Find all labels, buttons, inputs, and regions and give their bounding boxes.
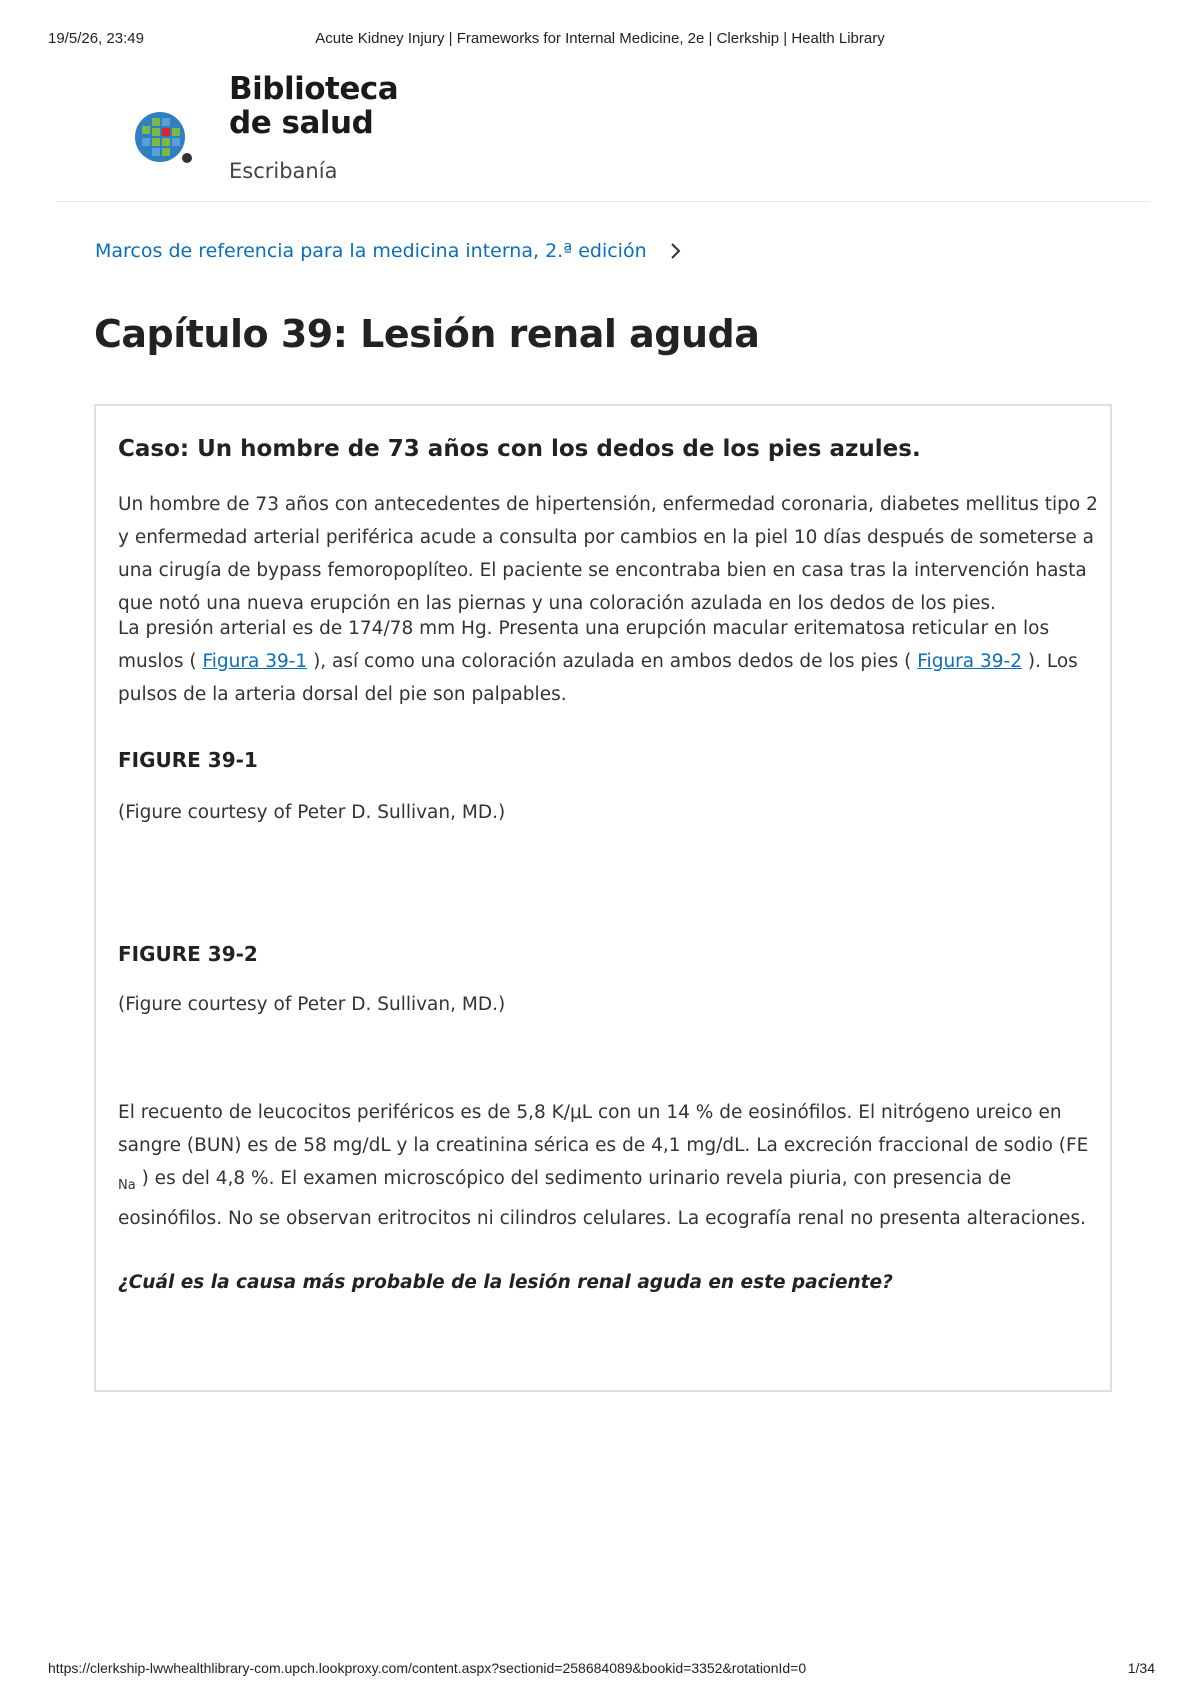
print-doc-title: Acute Kidney Injury | Frameworks for Internal Medicine, 2e | Clerkship | Health Library [315,30,885,47]
case-box [94,404,1112,1392]
print-header [0,30,1200,52]
labs-text-a: El recuento de leucocitos periféricos es de 5,8 K/μL con un 14 % de eosinófilos. El nitrógeno ureico en sangre (BUN) es de 58 mg/dL y la creatinina sérica es de 4,1 mg/dL. La excreción fraccional de sodio (FE [118,1102,1089,1156]
figure-39-2-credit: (Figure courtesy of Peter D. Sullivan, MD.) [118,994,506,1015]
figure-39-1-link[interactable]: Figura 39-1 [202,651,308,672]
breadcrumb[interactable] [95,237,685,265]
case-paragraph-exam [118,612,1098,711]
case-paragraph-labs [118,1096,1098,1235]
chevron-right-icon [665,241,685,261]
brand-subtitle: Escribanía [229,159,338,183]
figure-39-1-credit: (Figure courtesy of Peter D. Sullivan, MD.) [118,802,506,823]
exam-text-b: ), así como una coloración azulada en ambos dedos de los pies ( [307,651,918,672]
brand-logo-link[interactable] [132,72,532,192]
exam-text-a: La presión arterial es de 174/78 mm Hg. Presenta una erupción macular eritematosa reticular en los muslos ( [118,618,1050,672]
header-divider [56,201,1150,202]
breadcrumb-book-link[interactable]: Marcos de referencia para la medicina interna, 2.ª edición [95,240,647,262]
labs-subscript-na: Na [118,1178,136,1193]
case-question: ¿Cuál es la causa más probable de la lesión renal aguda en este paciente? [118,1272,893,1293]
figure-39-1-label: FIGURE 39-1 [118,748,258,772]
labs-text-b: ) es del 4,8 %. El examen microscópico del sedimento urinario revela piuria, con presencia de eosinófilos. No se observan eritrocitos ni cilindros celulares. La ecografía renal no presenta alteraciones. [118,1168,1086,1229]
brand-name [229,72,398,140]
case-paragraph-history: Un hombre de 73 años con antecedentes de hipertensión, enfermedad coronaria, diabetes mellitus tipo 2 y enfermedad arterial periférica acude a consulta por cambios en la piel 10 días después de someterse a una cirugía de bypass femoropoplíteo. El paciente se encontraba bien en casa tras la intervención hasta que notó una nueva erupción en las piernas y una coloración azulada en los dedos de los pies. [118,494,1098,614]
exam-text-c: ). Los pulsos de la arteria dorsal del pie son palpables. [118,651,1078,705]
page-title: Capítulo 39: Lesión renal aguda [94,312,760,356]
print-page-number: 1/34 [1127,1660,1155,1676]
case-title: Caso: Un hombre de 73 años con los dedos de los pies azules. [118,436,921,462]
figure-39-2-label: FIGURE 39-2 [118,942,258,966]
figure-39-2-link[interactable]: Figura 39-2 [917,651,1022,672]
print-url: https://clerkship-lwwhealthlibrary-com.upch.lookproxy.com/content.aspx?sectionid=258684089&bookid=3352&rotationId=0 [48,1660,807,1676]
health-library-logo-icon [132,108,194,170]
brand-name-line2: de salud [229,105,374,141]
brand-name-line1: Biblioteca [229,71,399,107]
print-datetime: 19/5/26, 23:49 [48,30,144,47]
